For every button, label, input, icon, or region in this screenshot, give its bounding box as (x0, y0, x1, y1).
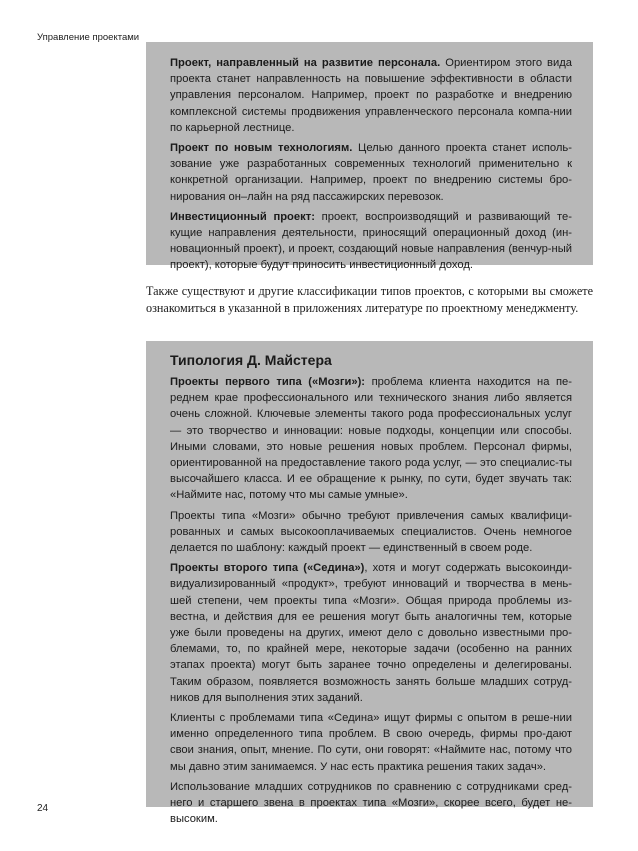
paragraph-lead: Проекты второго типа («Седина») (170, 562, 365, 575)
paragraph-text: Использование младших сотрудников по сравнению с сотрудниками сред-него и старшего звена в проектах типа «Мозги», скорее всего, будет не-высоким. (170, 780, 572, 826)
box-paragraph (170, 779, 572, 828)
box-paragraph (170, 55, 572, 136)
paragraph-text: проект, воспроизводящий и развивающий те-кущие направления деятельности, приносящий операционный доход (ин-новационный проект), и проект, создающий новые направления (венчур-ный проект), которые будут приносить инвестиционный доход. (170, 210, 572, 272)
box-paragraph (170, 710, 572, 775)
paragraph-lead: Инвестиционный проект: (170, 210, 315, 223)
box-paragraph (170, 560, 572, 706)
paragraph-lead: Проект, направленный на развитие персонала. (170, 57, 441, 69)
box-title: Типология Д. Майстера (170, 352, 332, 368)
paragraph-lead: Проект по новым технологиям. (170, 142, 353, 155)
paragraph-text: проблема клиента находится на пе-реднем крае профессионального или технического знания либо является очень сложной. Ключевые элементы такого рода профессиональных услуг — это творчество и инновации: новые подходы, концепции или способы. Иными словами, это новые решения новых проблем. Персонал фирмы, ориентированной на предоставление такого рода услуг, — это специалис-ты высочайшего класса. И ее обращение к рынку, по сути, будет звучать так: «Наймите нас, потому что мы самые умные». (170, 376, 572, 502)
project-types-box (146, 42, 593, 272)
paragraph-text: Целью данного проекта станет исполь-зование уже разработанных современных технологий применительно к конкретной организации. Например, проект по внедрению системы бро-нирования он–лайн на ряд пассажирских перевозок. (170, 142, 572, 203)
paragraph-text: Ориентиром этого вида проекта станет направленность на повышение эффективности в области управления персоналом. Например, проект по разработке и внедрению комплексной системы продвижения управленческого персонала компа-нии по карьерной лестнице. (170, 57, 572, 134)
maister-typology-box (146, 341, 593, 826)
paragraph-text: Проекты типа «Мозги» обычно требуют привлечения самых квалифици-рованных и самых высокооплачиваемых специалистов. Очень немногое делается по шаблону: каждый проект — единственный в своем роде. (170, 509, 572, 555)
running-head: Управление проектами (37, 32, 140, 43)
box-paragraph (170, 209, 572, 274)
box-paragraph (170, 508, 572, 557)
box-paragraph (170, 140, 572, 205)
paragraph-text: , хотя и могут содержать высокоинди-видуализированный «продукт», требуют инноваций и творчества в мень-шей степени, чем проекты типа «Мозги». Общая природа проблемы из-вестна, и действия для ее решения могут быть аналогичны тем, которые уже были проведены на других, имеют дело с довольно известными про-блемами, то, по крайней мере, некоторые задачи (особенно на ранних этапах проекта) могут быть заранее точно определены и делегированы. Таким образом, появляется возможность занять больше младших сотруд-ников для выполнения этих заданий. (170, 562, 572, 704)
page-number: 24 (37, 803, 49, 814)
body-paragraph: Также существуют и другие классификации типов проектов, с которыми вы сможете ознакомиться в указанной в приложениях литературе по проектному менеджменту. (146, 284, 593, 315)
box-paragraph (170, 374, 572, 504)
paragraph-lead: Проекты первого типа («Мозги»): (170, 376, 366, 388)
paragraph-text: Клиенты с проблемами типа «Седина» ищут фирмы с опытом в реше-нии именно определенного типа проблем. В свою очередь, фирмы про-дают свои знания, опыт, мнение. По сути, они говорят: «Наймите нас, потому что мы давно этим занимаемся. У нас есть практика решения таких задач». (170, 712, 572, 773)
